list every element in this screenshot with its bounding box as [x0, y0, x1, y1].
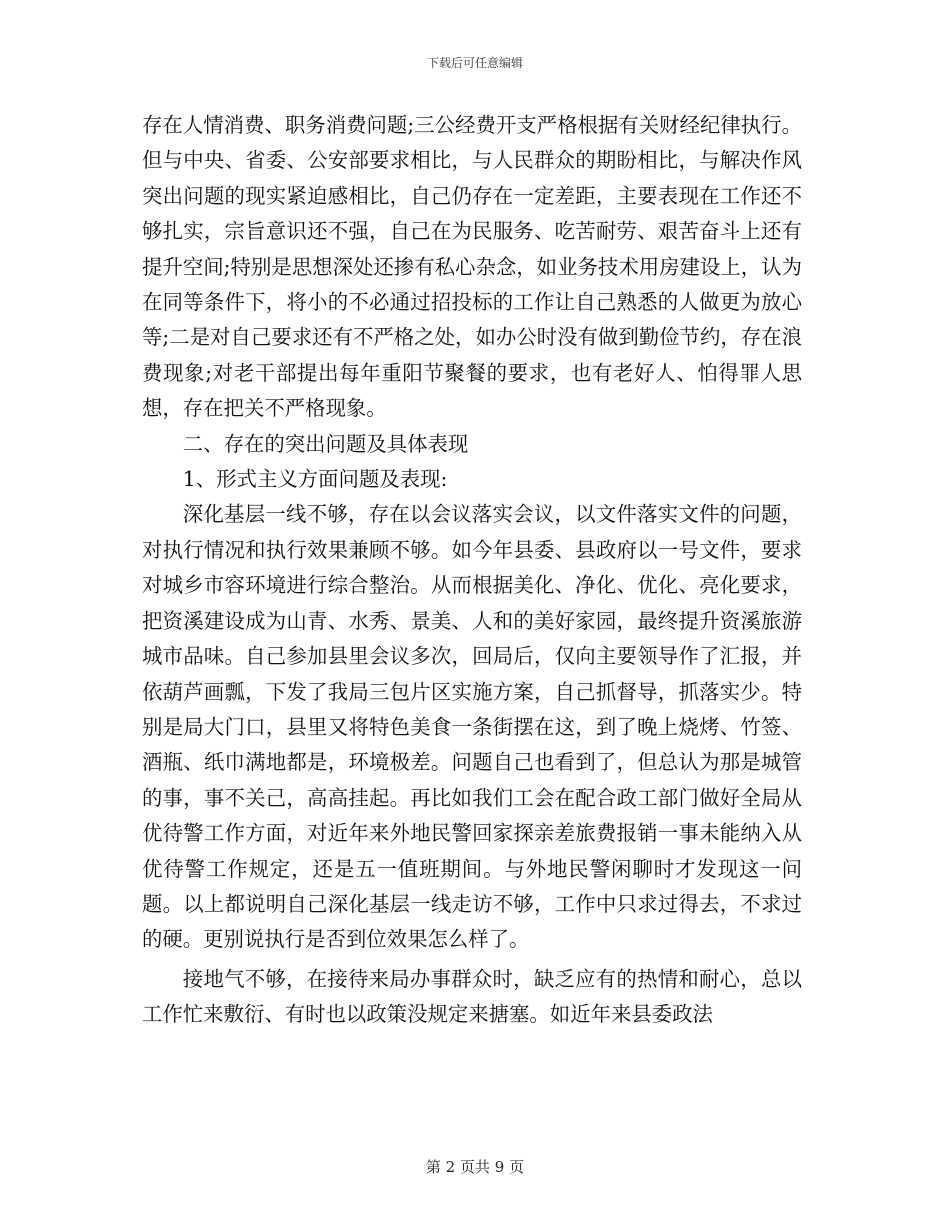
section-heading: 二、存在的突出问题及具体表现 [182, 431, 469, 456]
paragraph: 深化基层一线不够，存在以会议落实会议，以文件落实文件的问题，对执行情况和执行效果兼顾不够。如今年县委、县政府以一号文件，要求对城乡市容环境进行综合整治。从而根据美化、净化、优化、亮化要求，把资溪建设成为山青、水秀、景美、人和的美好家园，最终提升资溪旅游城市品味。自己参加县里会议多次，回局后，仅向主要领导作了汇报，并依葫芦画瓢，下发了我局三包片区实施方案，自己抓督导，抓落实少。特别是局大门口，县里又将特色美食一条街摆在这，到了晚上烧烤、竹签、酒瓶、纸巾满地都是，环境极差。问题自己也看到了，但总认为那是城管的事，事不关己，高高挂起。再比如我们工会在配合政工部门做好全局从优待警工作方面，对近年来外地民警回家探亲差旅费报销一事未能纳入从优待警工作规定，还是五一值班期间。与外地民警闲聊时才发现这一问题。以上都说明自己深化基层一线走访不够，工作中只求过得去，不求过的硬。更别说执行是否到位效果怎么样了。 [142, 502, 802, 952]
subsection-heading: 1、形式主义方面问题及表现: [182, 467, 448, 492]
paragraph-continuation: 存在人情消费、职务消费问题;三公经费开支严格根据有关财经纪律执行。但与中央、省委、公安部要求相比，与人民群众的期盼相比，与解决作风突出问题的现实紧迫感相比，自己仍存在一定差距，主要表现在工作还不够扎实，宗旨意识还不强，自己在为民服务、吃苦耐劳、艰苦奋斗上还有提升空间;特别是思想深处还掺有私心杂念，如业务技术用房建设上，认为在同等条件下，将小的不必通过招投标的工作让自己熟悉的人做更为放心等;二是对自己要求还有不严格之处，如办公时没有做到勤俭节约，存在浪费现象;对老干部提出每年重阳节聚餐的要求，也有老好人、怕得罪人思想，存在把关不严格现象。 [142, 113, 802, 421]
document-body [142, 108, 802, 1033]
paragraph: 接地气不够，在接待来局办事群众时，缺乏应有的热情和耐心，总以工作忙来敷衍、有时也以政策没规定来搪塞。如近年来县委政法 [142, 966, 802, 1027]
header-note: 下载后可任意编辑 [426, 56, 523, 70]
page-number: 第 2 页共 9 页 [425, 1158, 525, 1176]
